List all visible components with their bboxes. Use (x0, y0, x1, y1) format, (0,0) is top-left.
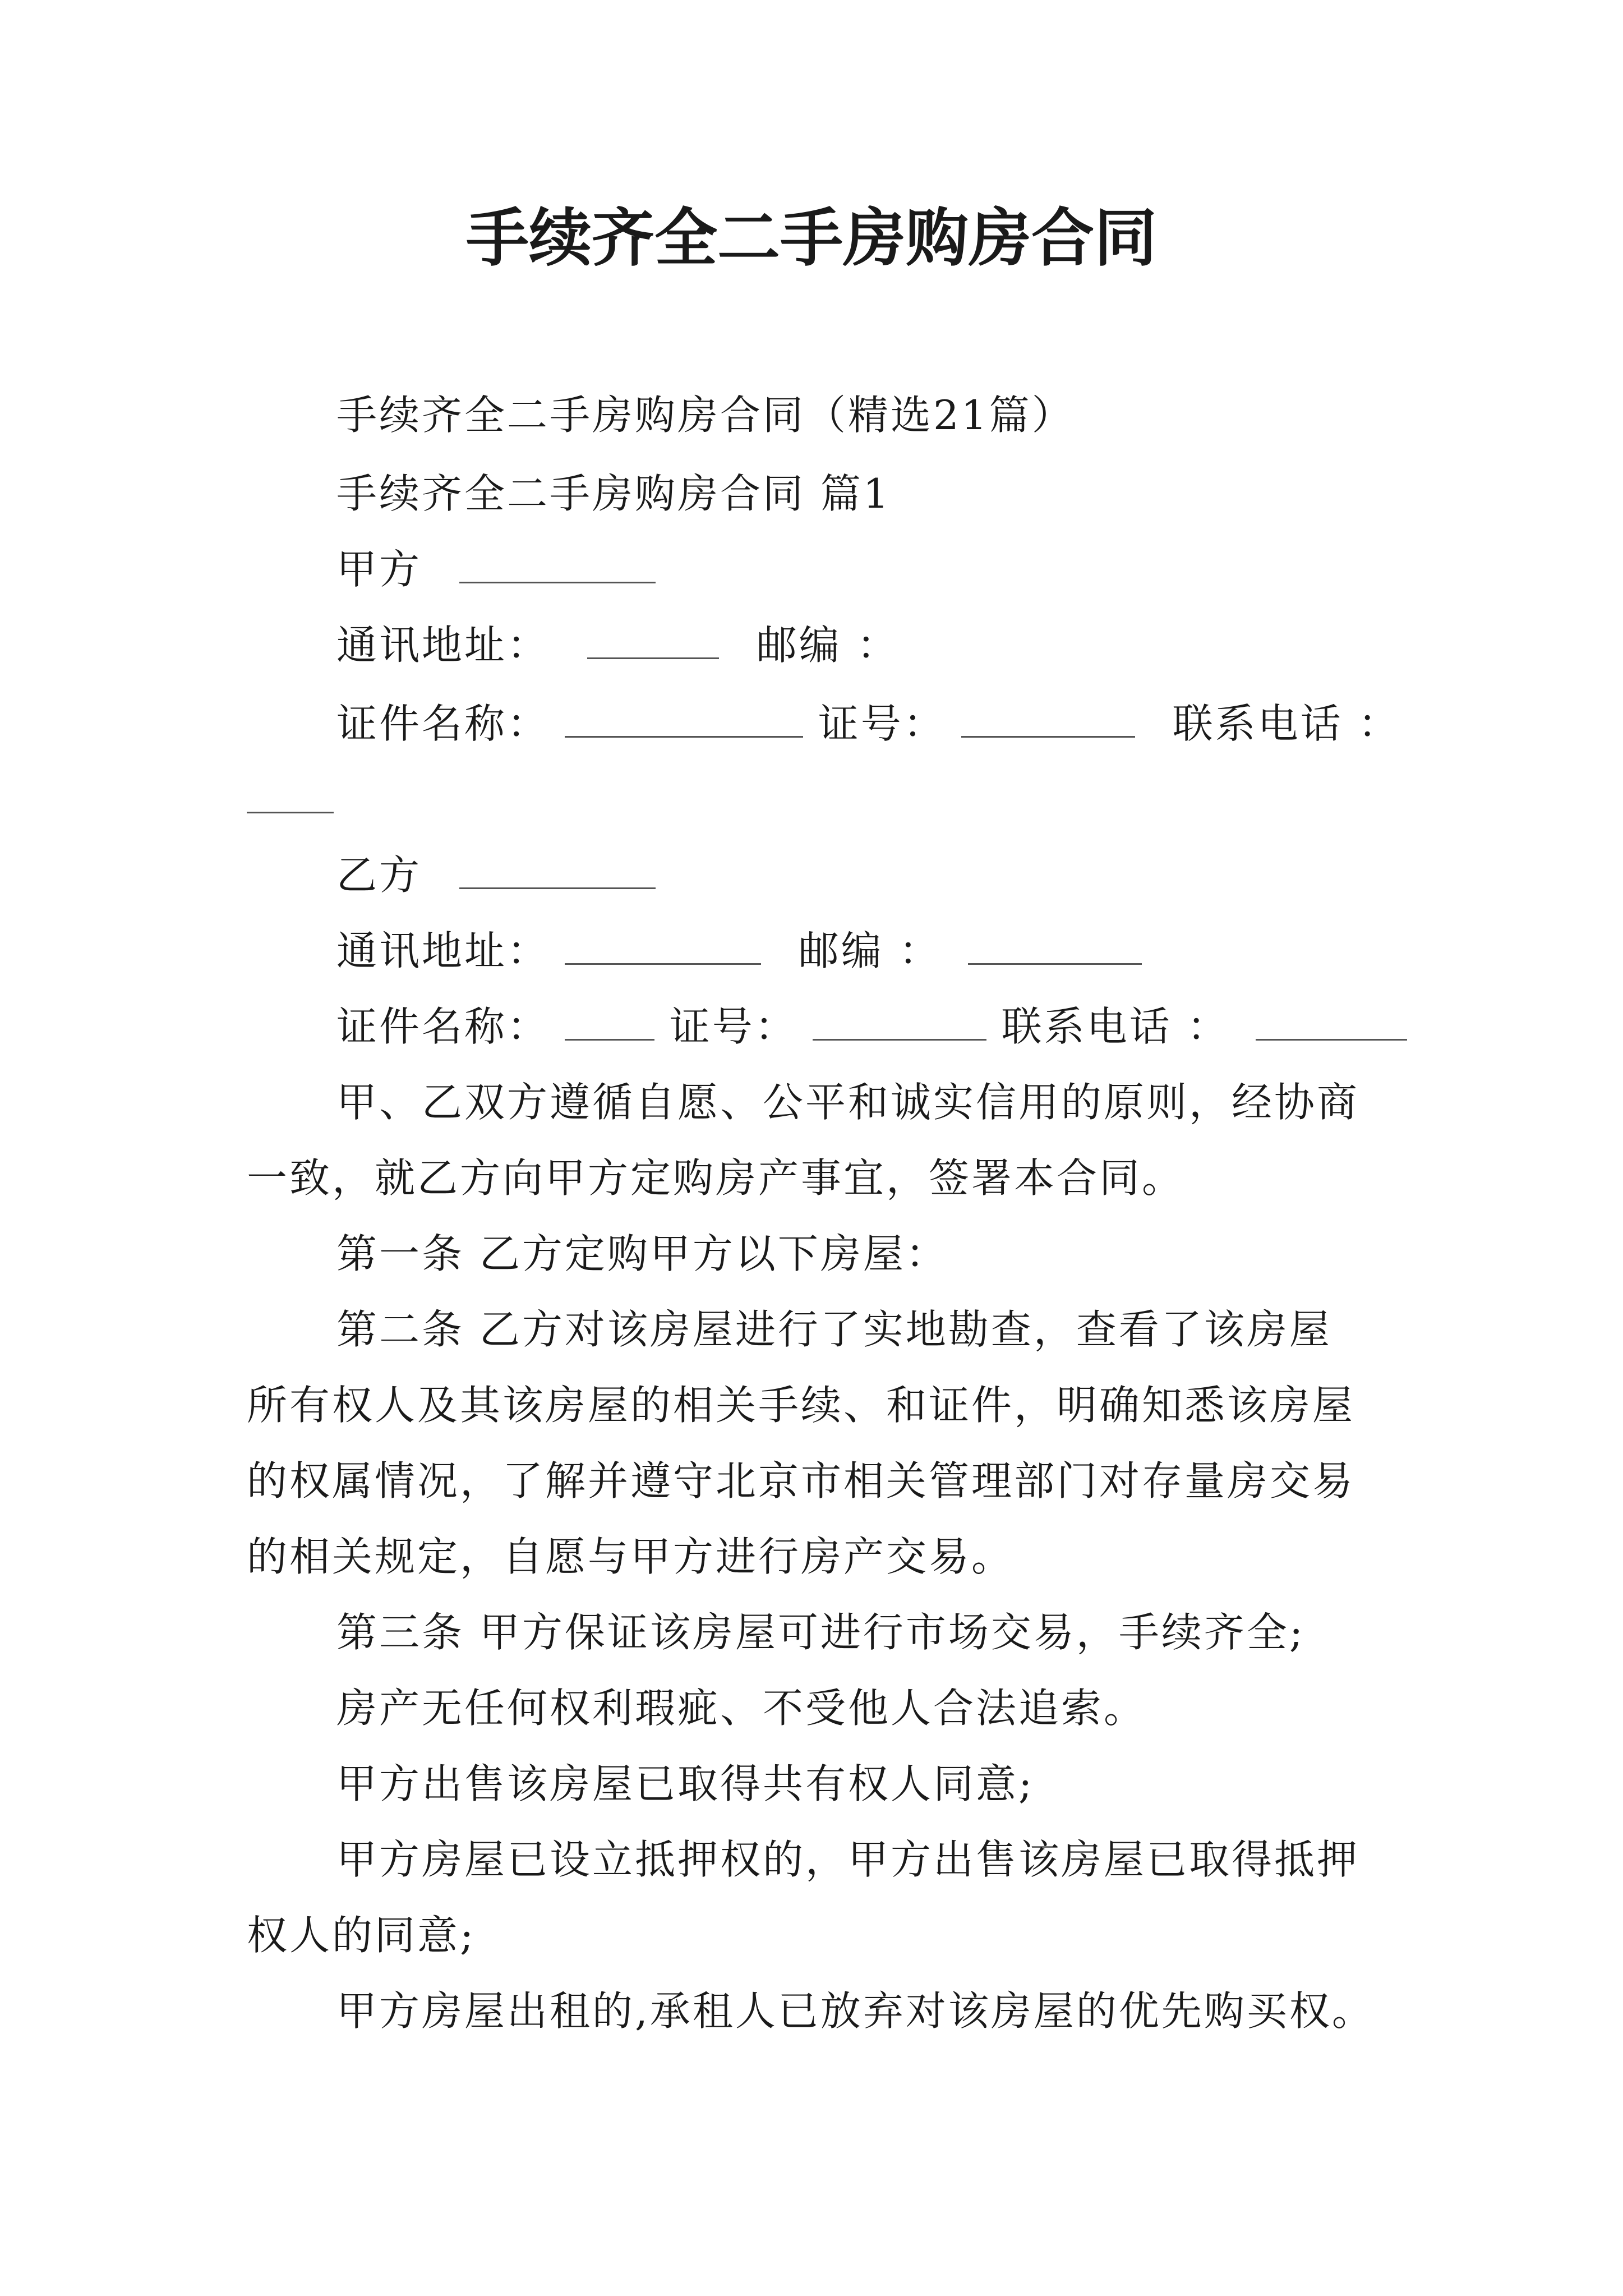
party-b-address-label: 通讯地址： (336, 927, 550, 974)
party-b-phone-blank[interactable] (1256, 1004, 1407, 1041)
party-b-postcode-blank[interactable] (968, 928, 1142, 965)
party-a-address-label: 通讯地址： (336, 622, 550, 669)
party-a-id-number-label: 证号： (818, 700, 946, 747)
party-a-address-blank[interactable] (587, 623, 719, 659)
party-b-id-number-blank[interactable] (813, 1004, 986, 1041)
article-3-item: 甲方出售该房屋已取得共有权人同意; (336, 1760, 1035, 1807)
party-b-address-line (336, 923, 1142, 979)
party-a-address-line (336, 617, 900, 673)
party-b-id-name-blank[interactable] (565, 1004, 654, 1041)
party-a-line (336, 541, 656, 597)
article-1: 第一条 乙方定购甲方以下房屋： (336, 1230, 948, 1277)
subtitle: 手续齐全二手房购房合同（精选21篇） (336, 392, 1075, 439)
article-2-line: 的相关规定，自愿与甲方进行房产交易。 (247, 1533, 1015, 1580)
article-3: 第三条 甲方保证该房屋可进行市场交易，手续齐全; (336, 1609, 1306, 1656)
paragraph-line: 甲、乙双方遵循自愿、公平和诚实信用的原则，经协商 (336, 1079, 1360, 1126)
party-a-postcode-label: 邮编 ： (756, 622, 900, 669)
article-3-item: 房产无任何权利瑕疵、不受他人合法追索。 (336, 1685, 1147, 1732)
party-b-id-name-label: 证件名称： (336, 1003, 550, 1050)
article-3-item: 甲方房屋已设立抵押权的，甲方出售该房屋已取得抵押 (336, 1836, 1360, 1883)
party-b-line (336, 847, 656, 903)
party-a-phone-blank[interactable] (247, 777, 334, 813)
party-a-id-number-blank[interactable] (961, 701, 1135, 738)
section-heading: 手续齐全二手房购房合同 篇1 (336, 470, 891, 517)
party-a-phone-label: 联系电话 ： (1172, 700, 1401, 747)
document-title: 手续齐全二手房购房合同 (466, 202, 1157, 275)
party-b-address-blank[interactable] (565, 928, 761, 965)
party-b-blank[interactable] (459, 853, 656, 889)
article-2-line: 所有权人及其该房屋的相关手续、和证件，明确知悉该房屋 (247, 1382, 1355, 1429)
party-b-id-number-label: 证号： (669, 1003, 797, 1050)
party-a-label: 甲方 (336, 546, 422, 593)
party-a-id-name-blank[interactable] (565, 701, 803, 738)
party-b-label: 乙方 (336, 852, 422, 899)
party-b-phone-label: 联系电话 ： (1001, 1003, 1230, 1050)
party-a-id-line (336, 696, 1400, 752)
article-2-line: 第二条 乙方对该房屋进行了实地勘查，查看了该房屋 (336, 1306, 1332, 1353)
paragraph-line: 一致，就乙方向甲方定购房产事宜，签署本合同。 (247, 1154, 1185, 1202)
article-3-item: 权人的同意; (247, 1912, 476, 1959)
article-3-item: 甲方房屋出租的,承租人已放弃对该房屋的优先购买权。 (336, 1987, 1375, 2035)
party-b-id-line (336, 999, 1407, 1055)
party-b-postcode-label: 邮编 ： (798, 927, 942, 974)
party-a-phone-continuation (247, 771, 334, 827)
article-2-line: 的权属情况，了解并遵守北京市相关管理部门对存量房交易 (247, 1457, 1355, 1504)
party-a-id-name-label: 证件名称： (336, 700, 550, 747)
party-a-blank[interactable] (459, 547, 656, 583)
